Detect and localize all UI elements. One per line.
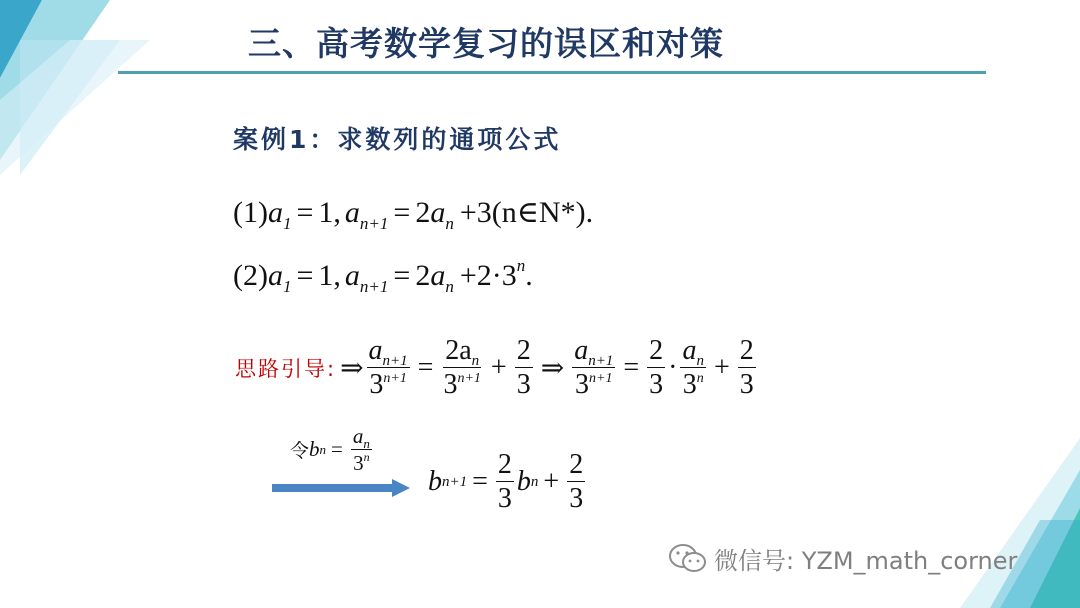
dot-operator: · (668, 351, 678, 383)
value: 1 (318, 196, 334, 229)
equals-sign: = (417, 351, 434, 383)
fraction: $\frac{a_n}{3^n}$ (682, 335, 704, 401)
substitution: 令 b n = $\frac{a_n}{3^n}$ (290, 424, 370, 476)
fraction: $\frac{2}{3}$ (497, 449, 512, 515)
fraction: $\frac{2}{3}$ (739, 335, 754, 401)
problem-label: (1) (233, 196, 268, 229)
equals-sign: = (623, 351, 640, 383)
fraction: $\frac{a_{n+1}}{3^{n+1}}$ (368, 335, 408, 401)
wechat-icon (668, 542, 708, 576)
implies-symbol: ⇒ (340, 352, 364, 384)
variable-b: b (516, 465, 531, 497)
hint-label: 思路引导: (235, 356, 337, 381)
case-title: 案例1：求数列的通项公式 (233, 125, 562, 154)
fraction: $\frac{2}{3}$ (649, 335, 664, 401)
condition: (n∈N*). (491, 196, 594, 229)
implies-symbol: ⇒ (540, 352, 565, 384)
let-keyword: 令 (290, 440, 310, 463)
variable-b: b (309, 437, 320, 462)
variable-b: b (428, 465, 442, 497)
power-term: +2·3 (459, 259, 517, 292)
equals-sign: = (472, 465, 488, 497)
problem-2: $(2)a_1 = 1$, $a_{n+1} = 2a_n +2\cdot 3^n$. (233, 256, 533, 296)
hint-derivation (235, 336, 759, 400)
coefficient: 2 (415, 259, 431, 292)
fraction: $\frac{a_n}{3^n}$ (352, 424, 370, 476)
plus-sign: + (543, 465, 560, 497)
value: 1 (318, 259, 334, 292)
title-divider (118, 71, 986, 74)
right-arrow-icon (272, 478, 412, 498)
exponent: n (516, 256, 526, 275)
plus-sign: + (713, 351, 730, 383)
constant-term: +3 (459, 196, 492, 229)
watermark (668, 541, 1017, 576)
problem-1: $(1)a_1 = 1$, $a_{n+1} = 2a_n$ +3(n∈N*). (233, 196, 594, 233)
fraction: $\frac{2a_n}{3^{n+1}}$ (443, 335, 481, 401)
page-title: 三、高考数学复习的误区和对策 (248, 24, 724, 63)
equals-sign: = (331, 437, 343, 462)
coefficient: 2 (415, 196, 431, 229)
fraction: $\frac{2}{3}$ (516, 335, 531, 401)
period: . (525, 259, 533, 292)
fraction: $\frac{a_{n+1}}{3^{n+1}}$ (574, 335, 614, 401)
plus-sign: + (490, 351, 507, 383)
fraction: $\frac{2}{3}$ (569, 449, 584, 515)
problem-label: (2) (233, 259, 268, 292)
result-recurrence: b n+1 = $\frac{2}{3}$ b n + $\frac{2}{3}$ (428, 449, 584, 515)
watermark-text: 微信号: YZM_math_corner (714, 547, 1018, 575)
